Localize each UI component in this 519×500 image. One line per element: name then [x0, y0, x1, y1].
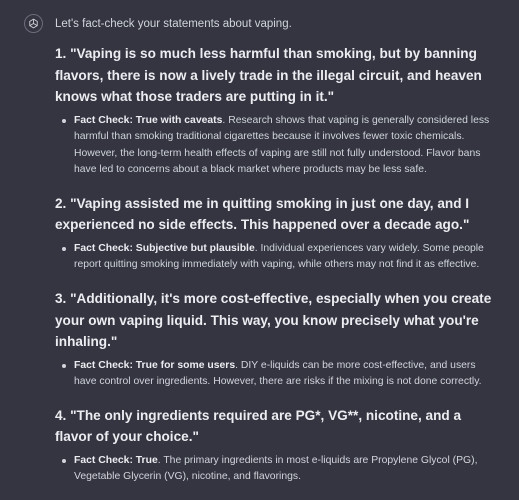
fact-check-text: . DIY e-liquids can be more cost-effective, and users have control over ingredients. However, there are risks if the mixing is not done correctly. [74, 359, 482, 388]
fact-check-label: Fact Check: True with caveats [74, 114, 223, 126]
fact-check-bullet [74, 453, 495, 486]
fact-check-item-2 [55, 193, 495, 274]
bullet-dot-icon [62, 364, 66, 368]
bullet-dot-icon [62, 459, 66, 463]
bullet-list [55, 453, 495, 486]
statement-heading: 4. "The only ingredients required are PG*, VG**, nicotine, and a flavor of your choice." [55, 407, 462, 445]
fact-check-label: Fact Check: Subjective but plausible [74, 242, 255, 254]
assistant-message [55, 17, 495, 500]
fact-check-item-3 [55, 288, 495, 391]
fact-check-item-1 [55, 43, 495, 179]
fact-check-item-4 [55, 405, 495, 486]
fact-check-text: . The primary ingredients in most e-liquids are Propylene Glycol (PG), Vegetable Glycerin (VG), nicotine, and flavorings. [74, 454, 478, 483]
bullet-list [55, 358, 495, 391]
fact-check-bullet [74, 113, 495, 179]
bullet-dot-icon [62, 247, 66, 251]
fact-check-text: . Research shows that vaping is generally considered less harmful than smoking traditional cigarettes because it involves fewer toxic chemicals. However, the long-term health effects of vaping are still not fully understood. Flavor bans have led to concerns about a black market where products may be less safe. [74, 114, 490, 176]
fact-check-label: Fact Check: True for some users [74, 359, 236, 371]
fact-check-bullet [74, 241, 495, 274]
bullet-list [55, 113, 495, 179]
bullet-list [55, 241, 495, 274]
statement-heading: 3. "Additionally, it's more cost-effective, especially when you create your own vaping liquid. This way, you know precisely what you're inhaling." [55, 291, 492, 350]
statement-heading: 1. "Vaping is so much less harmful than smoking, but by banning flavors, there is now a lively trade in the illegal circuit, and heaven knows what those traders are putting in it." [55, 46, 482, 104]
statement-heading: 2. "Vaping assisted me in quitting smoking in just one day, and I experienced no side effects. This happened over a decade ago." [55, 195, 470, 233]
fact-check-label: Fact Check: True [74, 454, 158, 466]
fact-check-bullet [74, 358, 495, 391]
bullet-dot-icon [62, 119, 66, 123]
openai-logo-icon [27, 17, 40, 30]
fact-check-text: . Individual experiences vary widely. Some people report quitting smoking immediately with vaping, while others may not find it as effective. [74, 242, 484, 271]
assistant-avatar [24, 14, 43, 33]
message-intro: Let's fact-check your statements about vaping. [55, 18, 292, 30]
